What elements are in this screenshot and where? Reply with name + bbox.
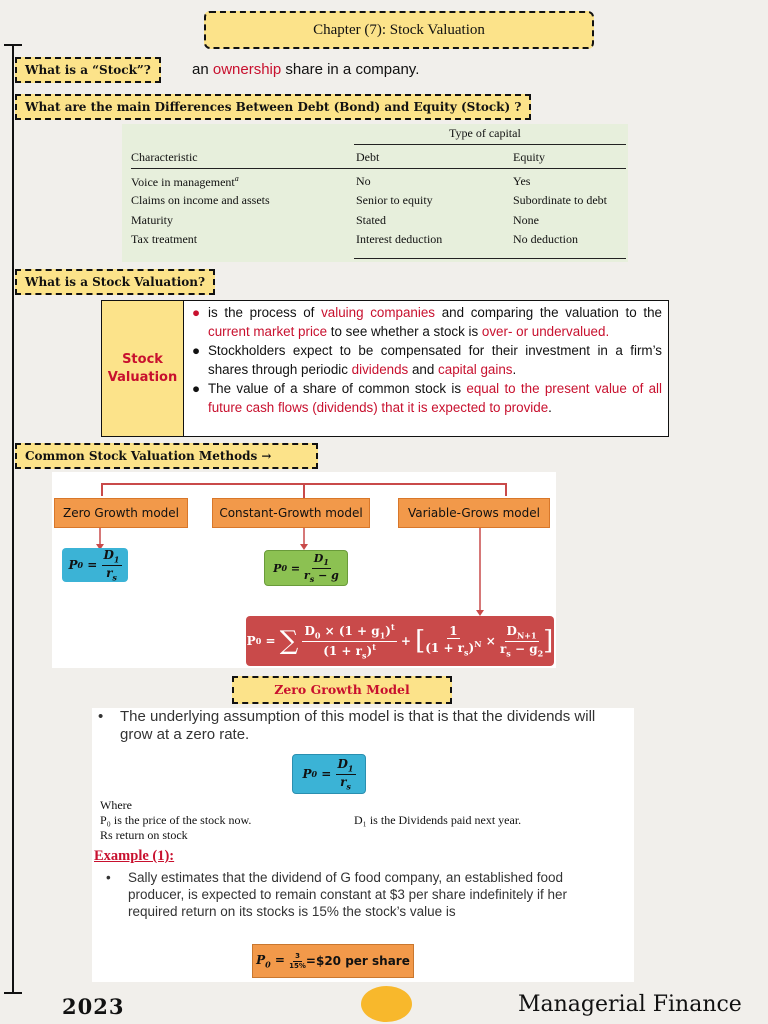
bullet-dot: ●	[192, 305, 201, 320]
table-cell: No deduction	[513, 232, 578, 246]
table-group-header: Type of capital	[449, 126, 521, 140]
section-label-debt-vs-equity	[15, 94, 531, 120]
definition-pre: an	[192, 61, 213, 78]
table-cell: Tax treatment	[131, 232, 198, 246]
table-header-characteristic: Characteristic	[131, 150, 198, 164]
table-cell: Subordinate to debt	[513, 193, 607, 207]
section-label-text: Common Stock Valuation Methods →	[25, 449, 272, 463]
footer-year: 2023	[62, 994, 125, 1019]
table-cell: Maturity	[131, 213, 173, 227]
example-result: =$20 per share	[305, 954, 410, 968]
table-rule	[354, 258, 626, 259]
table-cell-text: Voice in management	[131, 175, 235, 189]
timeline-bottom-tick	[4, 992, 22, 994]
footer-title: Managerial Finance	[518, 992, 742, 1017]
assumption-text: The underlying assumption of this model is that is that the dividends will grow at a zero rate.	[120, 708, 596, 743]
section-label-stock-valuation	[15, 269, 215, 295]
section-label-text: What are the main Differences Between Debt (Bond) and Equity (Stock) ?	[25, 100, 522, 114]
constant-growth-formula: P 0 = $\frac{D_1}{r_s - g}$	[264, 550, 348, 586]
table-cell: Senior to equity	[356, 193, 433, 207]
p0-definition: P₀ is the price of the stock now.	[100, 813, 252, 827]
zero-growth-model-box: Zero Growth model	[54, 498, 188, 528]
definition-post: share in a company.	[281, 61, 420, 78]
stock-valuation-label	[101, 300, 184, 437]
chapter-title: Chapter (7): Stock Valuation	[313, 21, 485, 38]
definition-highlight: ownership	[212, 61, 282, 78]
table-header-equity: Equity	[513, 150, 545, 164]
example-bullet: • Sally estimates that the dividend of G food company, an established food producer, is expected to remain constant at $3 per share indefinitely if her required return on its stocks is 15% the stock’s value is	[106, 869, 606, 920]
zero-growth-formula: P 0 = $\frac{D_1}{r_s}$	[62, 548, 128, 582]
capital-type-table	[122, 124, 628, 262]
bullet-item: ● is the process of valuing companies and comparing the valuation to the current market price to see whether a stock is over- or undervalued.	[192, 305, 662, 339]
section-label-valuation-methods	[15, 443, 318, 469]
bullet-item: ● The value of a share of common stock is equal to the present value of all future cash flows (dividends) that it is expected to provide.	[192, 381, 663, 415]
where-label: Where	[100, 798, 132, 812]
bullet-item: ● Stockholders expect to be compensated for their investment in a firm’s shares through periodic dividends and capital gains.	[192, 343, 662, 377]
table-cell: Yes	[513, 174, 531, 188]
table-cell: Stated	[356, 213, 386, 227]
variable-growth-model-box: Variable-Grows model	[398, 498, 550, 528]
side-label-line: Valuation	[107, 369, 178, 385]
zero-growth-content	[92, 708, 634, 982]
table-cell: No	[356, 174, 371, 188]
side-label-line: Stock	[122, 351, 163, 367]
zero-growth-formula-large: P 0 = $\frac{D_1}{r_s}$	[292, 754, 366, 794]
stock-valuation-bullets	[183, 300, 669, 437]
section-label-text: What is a Stock Valuation?	[25, 275, 206, 289]
section-title-text: Zero Growth Model	[274, 682, 410, 697]
page-marker-dot	[361, 986, 412, 1022]
section-label-text: What is a “Stock”?	[25, 63, 151, 77]
section-label-what-is-stock	[15, 57, 161, 83]
zero-growth-model-title	[232, 676, 452, 704]
example-denominator: 15%	[289, 961, 306, 970]
table-cell: Interest deduction	[356, 232, 443, 246]
valuation-methods-diagram	[52, 472, 556, 668]
bullet-dot: ●	[192, 381, 201, 396]
left-timeline	[12, 44, 14, 994]
table-cell	[131, 174, 239, 190]
rs-definition: Rs return on stock	[100, 828, 188, 842]
chapter-title-box	[204, 11, 594, 49]
example-title: Example (1):	[94, 848, 175, 864]
table-rule	[354, 144, 626, 145]
table-cell: Claims on income and assets	[131, 193, 270, 207]
table-header-debt: Debt	[356, 150, 380, 164]
assumption-bullet: • The underlying assumption of this model is that is that the dividends will grow at a zero rate.	[98, 708, 628, 744]
bullet-dot: ●	[192, 343, 201, 358]
variable-growth-formula: P 0 = ∑ $\frac{D_0 \times (1 + g_1)^t}{(1 + r_s)^t}$ + [ $\frac{1}{(1 + r_s)^N}$ × $\frac{D_{N+1}}{r_s - g_2}$ ]	[246, 616, 554, 666]
constant-growth-model-box: Constant-Growth model	[212, 498, 370, 528]
timeline-top-tick	[4, 44, 22, 46]
footnote-mark: a	[234, 174, 239, 183]
table-rule	[131, 168, 626, 169]
example-text: Sally estimates that the dividend of G food company, an established food producer, is expected to remain constant at $3 per share indefinitely if her required return on its stocks is 15% the stock’s value is	[128, 870, 568, 919]
example-answer-box: $P_0$ = $\frac{3}{15\%}$ =$20 per share	[252, 944, 414, 978]
stock-definition	[192, 61, 419, 78]
example-numerator: 3	[295, 951, 300, 960]
d1-definition: D₁ is the Dividends paid next year.	[354, 813, 522, 827]
table-cell: None	[513, 213, 539, 227]
